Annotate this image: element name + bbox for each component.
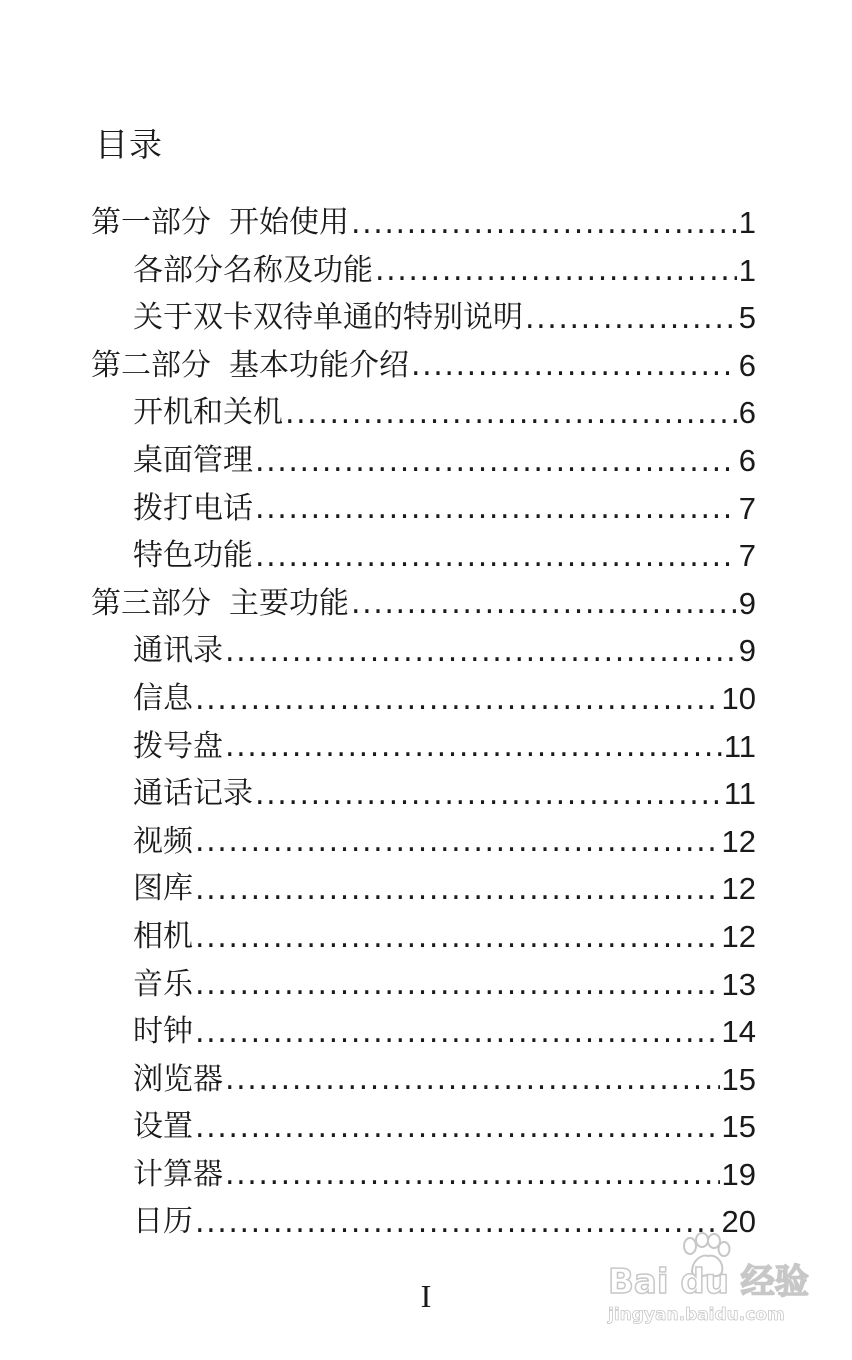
toc-entry[interactable]	[0, 294, 852, 342]
toc-entry-label: 音乐	[133, 966, 193, 1002]
toc-entry[interactable]	[0, 770, 852, 818]
toc-page-number: 6	[738, 347, 756, 383]
toc-entry[interactable]	[0, 1056, 852, 1104]
toc-entry-label: 拨打电话	[133, 490, 253, 526]
page-number-footer: I	[420, 1278, 432, 1314]
toc-entry-label: 图库	[133, 871, 193, 907]
toc-entry-label: 拨号盘	[133, 728, 223, 764]
toc-entry-label: 设置	[133, 1109, 193, 1145]
section-title: 基本功能介绍	[229, 347, 409, 383]
toc-page-number: 1	[738, 252, 756, 288]
dot-leader	[255, 532, 737, 580]
toc-entry[interactable]	[0, 1151, 852, 1199]
toc-page-number: 12	[721, 823, 756, 859]
toc-entry-label	[91, 580, 349, 628]
toc-page-number: 19	[721, 1156, 756, 1192]
toc-page-number: 14	[721, 1014, 756, 1050]
toc-entry-label: 计算器	[133, 1156, 223, 1192]
toc-page-number: 1	[738, 205, 756, 240]
toc-page-number: 6	[738, 442, 756, 478]
toc-page-number: 15	[721, 1109, 756, 1145]
section-title: 开始使用	[229, 205, 349, 240]
toc-entry-label	[91, 342, 409, 390]
toc-entry[interactable]	[0, 1103, 852, 1151]
toc-entry[interactable]	[0, 437, 852, 485]
toc-entry[interactable]	[0, 675, 852, 723]
dot-leader	[195, 1008, 720, 1056]
baidu-jingyan-watermark	[608, 1232, 808, 1332]
dot-leader	[285, 389, 737, 437]
toc-entry[interactable]	[0, 1008, 852, 1056]
dot-leader	[255, 485, 737, 533]
toc-entry[interactable]	[0, 961, 852, 1009]
toc-page-number: 11	[723, 728, 756, 764]
toc-page-number: 9	[738, 633, 756, 669]
toc-entry-label: 浏览器	[133, 1061, 223, 1097]
toc-entry[interactable]	[0, 485, 852, 533]
toc-entry-label: 桌面管理	[133, 442, 253, 478]
section-number: 第三部分	[91, 585, 211, 621]
toc-entry-part-2[interactable]	[0, 342, 852, 390]
dot-leader	[351, 580, 737, 628]
toc-page-number: 7	[738, 538, 756, 574]
dot-leader	[195, 913, 720, 961]
toc-entry[interactable]	[0, 247, 852, 295]
watermark-url: jingyan.baidu.com	[608, 1305, 785, 1325]
toc-page-number: 6	[738, 395, 756, 431]
toc-entry-label: 相机	[133, 918, 193, 954]
toc-page-number: 10	[721, 680, 756, 716]
toc-entry-label: 特色功能	[133, 538, 253, 574]
toc-entry[interactable]	[0, 913, 852, 961]
toc-entry[interactable]	[0, 818, 852, 866]
toc-entry[interactable]	[0, 532, 852, 580]
section-number: 第一部分	[91, 205, 211, 240]
table-of-contents	[0, 199, 852, 1246]
section-title: 主要功能	[229, 585, 349, 621]
toc-page-number: 7	[738, 490, 756, 526]
dot-leader	[225, 723, 722, 771]
toc-entry[interactable]	[0, 865, 852, 913]
toc-page-number: 12	[721, 871, 756, 907]
dot-leader	[225, 1056, 720, 1104]
toc-entry-part-1[interactable]	[0, 199, 852, 247]
dot-leader	[195, 675, 720, 723]
page-title: 目录	[95, 125, 163, 164]
toc-entry-label	[91, 199, 349, 247]
dot-leader	[195, 1103, 720, 1151]
toc-entry-label: 开机和关机	[133, 395, 283, 431]
toc-page-number: 5	[738, 300, 756, 336]
dot-leader	[255, 437, 737, 485]
toc-entry-label: 通话记录	[133, 776, 253, 812]
toc-entry-label: 各部分名称及功能	[133, 252, 373, 288]
dot-leader	[255, 770, 722, 818]
toc-page-number: 13	[721, 966, 756, 1002]
dot-leader	[525, 294, 737, 342]
toc-entry-label: 视频	[133, 823, 193, 859]
section-number: 第二部分	[91, 347, 211, 383]
dot-leader	[195, 961, 720, 1009]
toc-entry[interactable]	[0, 723, 852, 771]
toc-entry-label: 关于双卡双待单通的特别说明	[133, 300, 523, 336]
toc-page-number: 15	[721, 1061, 756, 1097]
toc-page-number: 9	[738, 585, 756, 621]
toc-entry-label: 信息	[133, 680, 193, 716]
toc-entry[interactable]	[0, 627, 852, 675]
dot-leader	[225, 627, 737, 675]
dot-leader	[351, 199, 737, 247]
toc-page-number: 20	[721, 1204, 756, 1240]
toc-entry-label: 日历	[133, 1204, 193, 1240]
toc-entry-label: 通讯录	[133, 633, 223, 669]
toc-entry-label: 时钟	[133, 1014, 193, 1050]
dot-leader	[375, 247, 737, 295]
dot-leader	[195, 865, 720, 913]
dot-leader	[225, 1151, 720, 1199]
toc-entry[interactable]	[0, 389, 852, 437]
toc-page-number: 12	[721, 918, 756, 954]
toc-page-number: 11	[723, 776, 756, 812]
watermark-logo-text: Bai du 经验	[608, 1262, 809, 1302]
dot-leader	[195, 818, 720, 866]
dot-leader	[411, 342, 737, 390]
toc-entry-part-3[interactable]	[0, 580, 852, 628]
